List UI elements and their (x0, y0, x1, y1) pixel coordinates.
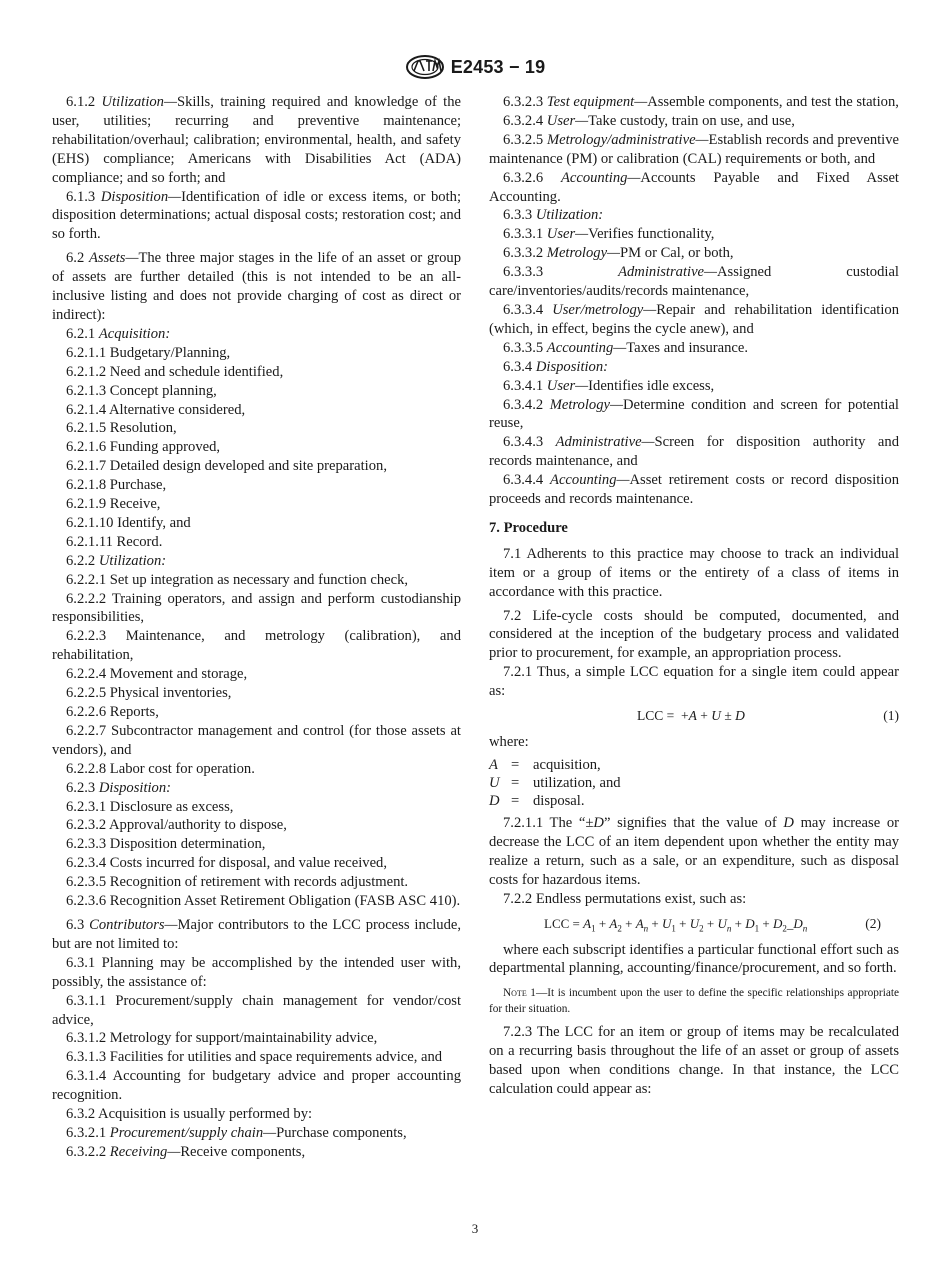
item-number: 6.2.1.4 (66, 401, 107, 418)
item-text: Take custody, train on use, and use, (588, 112, 795, 129)
item-number: 6.3.3.3 (503, 264, 544, 281)
list-item (52, 1143, 461, 1162)
item-number: 6.2.3.6 (66, 893, 107, 910)
list-item (52, 722, 461, 760)
item-title: Disposition— (100, 188, 182, 205)
item-number: 6.2.2.8 (66, 760, 107, 777)
item-text: Movement and storage, (109, 666, 248, 683)
list-item (52, 571, 461, 590)
item-text: Record. (116, 533, 163, 550)
item-title: Procurement/supply chain— (109, 1124, 277, 1141)
equation-2 (489, 915, 899, 935)
item-number: 6.2.1.9 (66, 496, 107, 513)
paragraph-7-1: 7.1 Adherents to this practice may choose to track an individual item or a group of items or the entirety of a class of items in accordance with this practice. (489, 545, 899, 600)
list-item (52, 457, 461, 476)
item-text: Alternative considered, (108, 401, 246, 418)
item-text: The three major stages in the life of an asset or group of assets are further detailed (this is not intended to be an all-inclusive listing and does not provide charging of cost as direct or indirect): (52, 250, 461, 323)
list-item (52, 363, 461, 382)
item-text: Verifies functionality, (588, 226, 715, 243)
list-item (52, 419, 461, 438)
equation-1-formula: LCC = +A + U ± D (637, 708, 745, 724)
list-item (52, 1124, 461, 1143)
item-number: 6.3.3 (503, 207, 533, 224)
item-title: Test equipment— (546, 94, 648, 110)
list-item (52, 873, 461, 892)
item-number: 6.2.1.8 (66, 477, 107, 494)
item-title: Metrology— (546, 245, 621, 262)
item-number: 6.3.3.5 (503, 339, 544, 356)
list-item (489, 263, 899, 301)
item-number: 6.2.2.3 (66, 628, 107, 645)
item-number: 6.2.2.2 (66, 590, 107, 607)
where-eq: = (511, 793, 520, 809)
item-number: 6.2.2.6 (66, 704, 107, 720)
note-1: Note 1—It is incumbent upon the user to define the specific relationships appropriate for their situation. (489, 987, 899, 1015)
item-number: 6.3.4.3 (503, 434, 544, 451)
item-number: 6.3.2.4 (503, 112, 544, 129)
item-title: Accounting— (560, 169, 641, 186)
paragraph-7-2: 7.2 Life-cycle costs should be computed, documented, and considered at the inception of the budgetary process and validated prior to procurement, for example, an appropriation process. (489, 607, 899, 662)
list-item (52, 401, 461, 420)
item-number: 6.3.2 (66, 1106, 96, 1123)
equation-1 (489, 707, 899, 727)
where-eq: = (511, 775, 520, 791)
list-item (489, 206, 899, 225)
list-item (52, 325, 461, 344)
item-text: Recognition Asset Retirement Obligation (FASB ASC 410). (109, 893, 461, 910)
item-text: Costs incurred for disposal, and value received, (109, 855, 387, 872)
item-text: Accounts Payable and Fixed Asset Accounting. (489, 169, 899, 205)
equation-2-number: (2) (865, 915, 881, 931)
item-text: Asset retirement costs or record disposition proceeds and records maintenance. (489, 472, 899, 508)
item-number: 6.3.3.1 (503, 226, 544, 243)
item-number: 6.2.2.1 (66, 571, 107, 588)
paragraph-7-2-2: 7.2.2 Endless permutations exist, such as: (503, 890, 747, 907)
paragraph-7-2-1-1: 7.2.1.1 The “±D” signifies that the value of D may increase or decrease the LCC of an item dependent upon whether the entity may realize a return, such as a sale, or an expenditure, such as disposal costs for hazardous items. (489, 815, 899, 888)
list-item (52, 665, 461, 684)
item-title: User/metrology— (552, 301, 657, 318)
item-number: 6.3.1.1 (66, 992, 107, 1009)
where-eq: = (511, 757, 520, 773)
list-item (52, 992, 461, 1030)
item-number: 6.3.3.4 (503, 301, 544, 318)
item-number: 6.3.2.6 (503, 169, 544, 186)
list-item (52, 684, 461, 703)
page-number: 3 (471, 1221, 479, 1236)
list-item (52, 344, 461, 363)
list-item (52, 249, 461, 325)
item-title: Utilization: (98, 552, 167, 569)
item-text: Identify, and (117, 514, 191, 531)
list-item (489, 225, 899, 244)
item-title: Utilization— (101, 94, 177, 110)
list-item (489, 112, 899, 131)
item-number: 6.2.1.1 (66, 344, 107, 361)
item-number: 6.2.3.4 (66, 855, 107, 872)
item-text: Purchase components, (276, 1124, 407, 1141)
list-item (52, 533, 461, 552)
item-number: 6.3.4 (503, 358, 533, 375)
list-item (489, 244, 899, 263)
list-item (52, 552, 461, 571)
list-item (52, 854, 461, 873)
item-text: Procurement/supply chain management for vendor/cost advice, (52, 992, 461, 1028)
item-title: Administrative— (618, 264, 718, 281)
list-item (52, 1067, 461, 1105)
item-text: Determine condition and screen for potential reuse, (489, 396, 899, 432)
list-item (489, 169, 899, 207)
item-title: Accounting— (550, 472, 630, 489)
item-number: 6.2.1.2 (66, 363, 107, 380)
list-item (52, 835, 461, 854)
item-text: Concept planning, (109, 382, 217, 399)
list-item (52, 1105, 461, 1124)
item-text: Recognition of retirement with records adjustment. (109, 874, 409, 891)
item-text: Resolution, (109, 420, 177, 437)
item-title: Administrative— (555, 434, 655, 451)
item-title: Accounting— (546, 339, 627, 356)
item-text: Screen for disposition authority and records maintenance, and (489, 434, 899, 470)
item-text: Identifies idle excess, (588, 377, 715, 394)
list-item (52, 627, 461, 665)
paragraph-7-2-1: 7.2.1 Thus, a simple LCC equation for a single item could appear as: (489, 664, 899, 700)
list-item (489, 301, 899, 339)
item-number: 6.2.3.1 (66, 798, 107, 815)
item-number: 6.1.2 (66, 94, 96, 110)
item-number: 6.3.2.5 (503, 131, 544, 148)
list-item (52, 188, 461, 245)
section-heading: 7. Procedure (489, 519, 568, 536)
list-item (489, 396, 899, 434)
item-title: Metrology— (549, 396, 623, 413)
list-item (52, 590, 461, 628)
item-text: Funding approved, (109, 439, 221, 456)
item-number: 6.2.3.5 (66, 874, 107, 891)
item-number: 6.2.1.10 (66, 514, 114, 531)
item-text: Skills, training required and knowledge of the user, utilities; recurring and preventive maintenance; rehabilitation/overhaul; calibration; environmental, health, and safety (EHS) compliance; Americans with Disabilities Act (ADA) compliance; and so forth; and (52, 94, 461, 186)
right-column (489, 93, 899, 1099)
list-item (489, 433, 899, 471)
item-number: 6.2.1.7 (66, 458, 107, 475)
item-number: 6.2.2 (66, 552, 96, 569)
page-header (0, 55, 950, 79)
item-title: Contributors— (89, 916, 178, 933)
list-item (52, 382, 461, 401)
item-number: 6.2.1 (66, 325, 96, 342)
list-item (52, 93, 461, 188)
item-text: Assigned custodial care/inventories/audits/records maintenance, (489, 264, 899, 300)
item-number: 6.2.1.5 (66, 420, 107, 437)
where-label: where: (489, 734, 529, 751)
item-text: Planning may be accomplished by the intended user with, possibly, the assistance of: (52, 954, 461, 990)
where-def: utilization, and (533, 775, 621, 791)
list-item (52, 798, 461, 817)
equation-1-number: (1) (883, 708, 899, 724)
document-id: E2453 − 19 (450, 56, 546, 77)
item-number: 6.3.1.3 (66, 1049, 107, 1066)
list-item (52, 514, 461, 533)
item-text: Accounting for budgetary advice and proper accounting recognition. (52, 1068, 462, 1104)
item-number: 6.2.2.5 (66, 685, 107, 702)
item-text: Receive, (109, 496, 161, 513)
item-number: 6.2.2.4 (66, 666, 107, 683)
where-row (489, 792, 899, 810)
item-text: Disclosure as excess, (109, 798, 234, 815)
item-title: User— (546, 226, 589, 243)
item-text: Purchase, (109, 477, 167, 494)
item-number: 6.3.1.4 (66, 1068, 107, 1085)
list-item (52, 916, 461, 954)
item-number: 6.3.2.2 (66, 1143, 107, 1160)
item-text: Facilities for utilities and space requirements advice, and (109, 1049, 443, 1066)
item-text: Set up integration as necessary and function check, (109, 571, 409, 588)
paragraph-7-2-3: 7.2.3 The LCC for an item or group of items may be recalculated on a recurring basis throughout the life of an asset or group of assets based upon when conditions change. In that instance, the LCC calculation could appear as: (489, 1024, 899, 1098)
item-number: 6.2.3.3 (66, 836, 107, 853)
where-sym: D (489, 793, 500, 809)
item-number: 6.3.4.4 (503, 472, 544, 489)
list-item (52, 760, 461, 779)
item-text: Acquisition is usually performed by: (98, 1106, 313, 1123)
item-number: 6.1.3 (66, 188, 96, 205)
item-text: Assemble components, and test the station, (647, 94, 899, 110)
item-number: 6.3.4.2 (503, 396, 544, 413)
item-text: Disposition determination, (109, 836, 266, 853)
item-text: Metrology for support/maintainability advice, (109, 1030, 378, 1047)
item-title: Acquisition: (98, 325, 171, 342)
item-number: 6.2.1.11 (66, 533, 113, 550)
item-text: PM or Cal, or both, (620, 245, 734, 262)
item-number: 6.2.1.6 (66, 439, 107, 456)
item-title: Metrology/administrative— (546, 131, 709, 148)
item-number: 6.3.4.1 (503, 377, 544, 394)
list-item (489, 131, 899, 169)
item-text: Labor cost for operation. (109, 760, 255, 777)
item-text: Budgetary/Planning, (109, 344, 231, 361)
item-text: Detailed design developed and site preparation, (109, 458, 387, 475)
item-title: User— (546, 112, 589, 129)
item-number: 6.2.1.3 (66, 382, 107, 399)
where-def: disposal. (533, 793, 585, 809)
list-item (489, 339, 899, 358)
item-title: Disposition: (98, 779, 172, 796)
where-row (489, 774, 899, 792)
where-sym: A (489, 757, 498, 773)
list-item (52, 1048, 461, 1067)
right-column-list (489, 93, 899, 509)
item-number: 6.3.2.3 (503, 94, 544, 110)
item-text: Repair and rehabilitation identification (which, in effect, begins the cycle anew), and (489, 301, 899, 337)
item-text: Identification of idle or excess items, or both; disposition determinations; actual disposal costs; restoration cost; and so forth. (52, 188, 461, 243)
item-text: Establish records and preventive maintenance (PM) or calibration (CAL) requirements or both, and (489, 131, 900, 167)
list-item (489, 93, 899, 112)
item-number: 6.3.2.1 (66, 1124, 107, 1141)
item-text: Reports, (109, 704, 159, 720)
list-item (52, 438, 461, 457)
item-text: Maintenance, and metrology (calibration), and rehabilitation, (52, 628, 461, 664)
left-column (52, 93, 461, 1162)
list-item (52, 779, 461, 798)
item-number: 6.2.3 (66, 779, 96, 796)
item-text: Need and schedule identified, (109, 363, 284, 380)
item-text: Subcontractor management and control (for those assets at vendors), and (52, 722, 461, 758)
item-title: User— (546, 377, 589, 394)
item-number: 6.3.1 (66, 954, 96, 971)
item-text: Training operators, and assign and perform custodianship responsibilities, (52, 590, 461, 626)
item-text: Physical inventories, (109, 685, 232, 702)
item-text: Approval/authority to dispose, (108, 817, 287, 834)
equation-2-formula: LCC = $A_1 + A_2 + A_n + U_1 + U_2 + U_n + D_1$ + $D_2\_D_n$ (544, 915, 808, 934)
list-item (52, 1029, 461, 1048)
list-item (489, 377, 899, 396)
item-number: 6.2.3.2 (66, 817, 107, 834)
item-text: Taxes and insurance. (626, 339, 749, 356)
item-title: Receiving— (109, 1143, 181, 1160)
item-number: 6.2 (66, 250, 85, 267)
astm-logo-icon (405, 55, 445, 79)
item-text: Receive components, (180, 1143, 306, 1160)
list-item (489, 358, 899, 377)
list-item (489, 471, 899, 509)
item-number: 6.3.3.2 (503, 245, 544, 262)
list-item (52, 892, 461, 911)
item-title: Assets— (88, 250, 139, 267)
item-text: Major contributors to the LCC process include, but are not limited to: (52, 916, 461, 952)
list-item (52, 703, 461, 722)
where-row (489, 756, 899, 774)
list-item (52, 816, 461, 835)
item-number: 6.3 (66, 916, 85, 933)
item-number: 6.2.2.7 (66, 722, 107, 739)
where-def: acquisition, (533, 757, 601, 773)
where-list (489, 756, 899, 810)
list-item (52, 476, 461, 495)
where-sym: U (489, 775, 500, 791)
item-number: 6.3.1.2 (66, 1030, 107, 1047)
item-title: Utilization: (535, 207, 604, 224)
list-item (52, 954, 461, 992)
paragraph-7-2-2-continued: where each subscript identifies a particular functional effort such as departmental planning, accounting/finance/procurement, and so forth. (489, 941, 899, 977)
list-item (52, 495, 461, 514)
item-title: Disposition: (535, 358, 609, 375)
